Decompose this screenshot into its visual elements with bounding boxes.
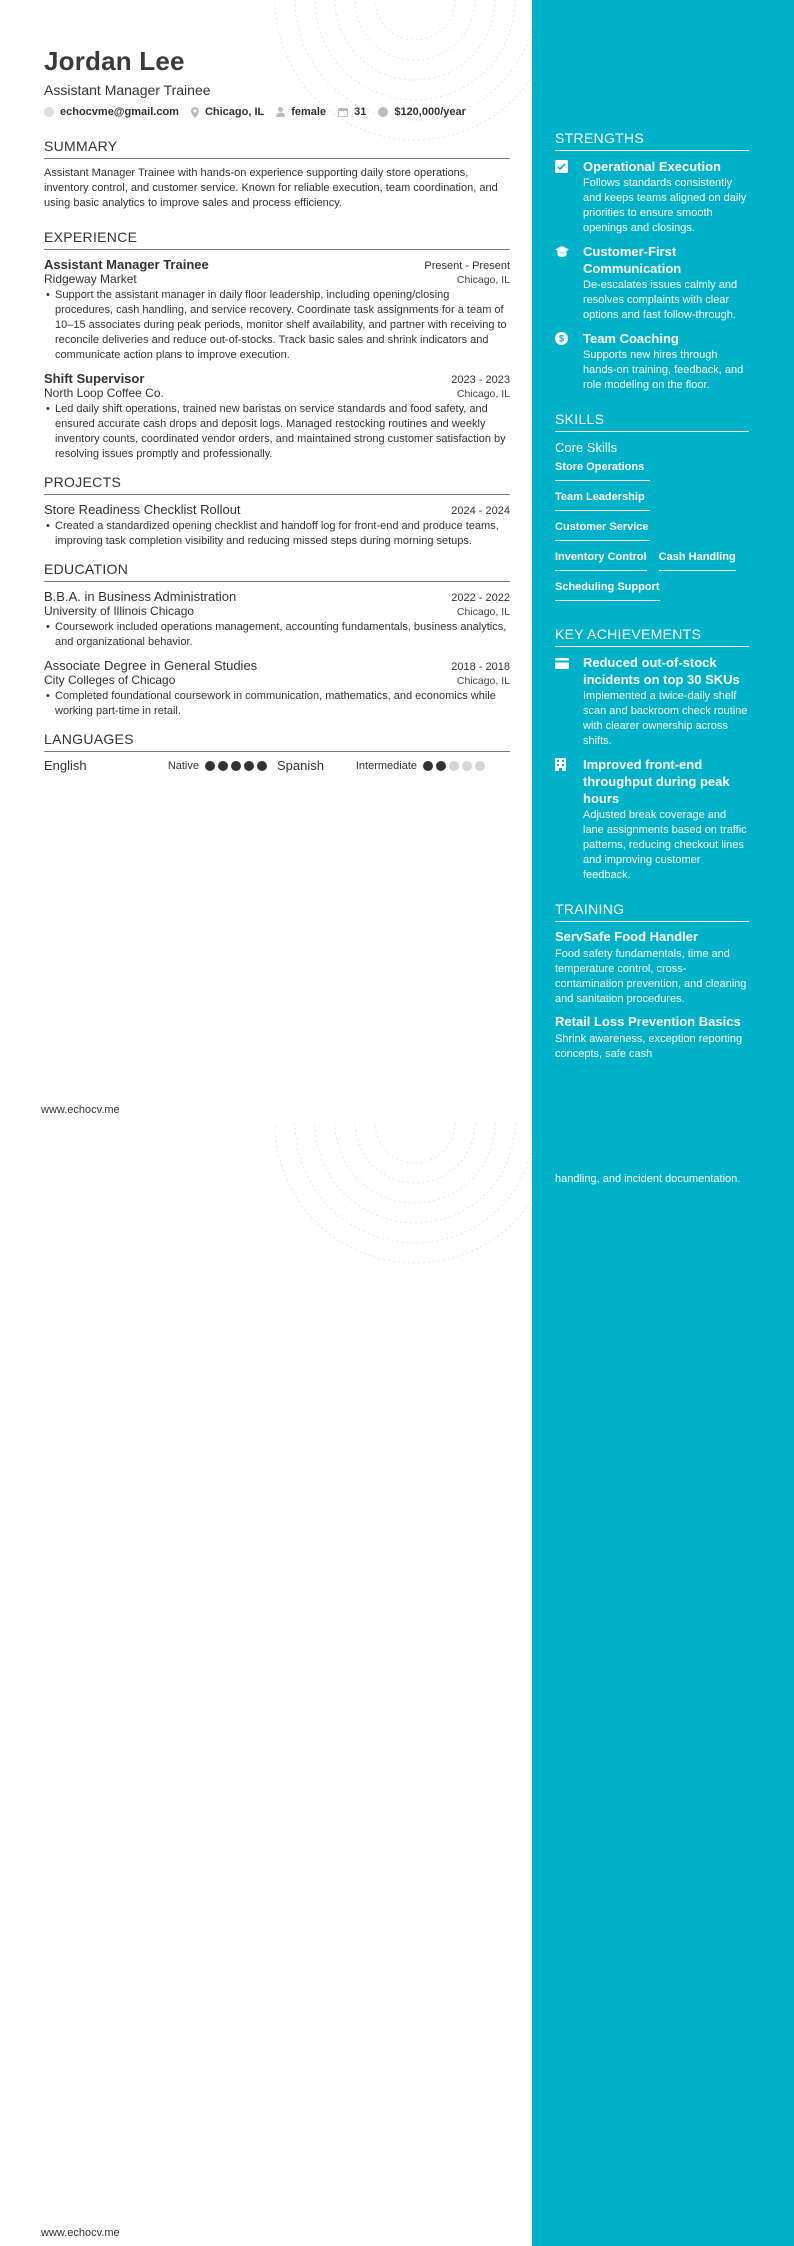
language-item	[44, 758, 277, 773]
job-title: Shift Supervisor	[44, 371, 145, 386]
language-level: Intermediate	[355, 759, 417, 772]
school-location: Chicago, IL	[456, 675, 510, 687]
strength-title: Team Coaching	[583, 331, 679, 346]
achievement-text: Implemented a twice-daily shelf scan and backroom check routine with clearer ownership across shifts.	[583, 690, 748, 747]
training-title: ServSafe Food Handler	[555, 929, 699, 944]
degree-description: Coursework included operations management, accounting fundamentals, business analytics, and organizational behavior.	[55, 621, 507, 648]
contact-row	[44, 106, 510, 118]
language-level: Native	[167, 759, 199, 772]
skill-tag: Store Operations	[555, 458, 650, 481]
rating-dot	[475, 761, 485, 771]
location-text: Chicago, IL	[204, 106, 265, 118]
education-entry	[44, 658, 510, 719]
bullet-marker: •	[46, 289, 50, 301]
experience-section	[44, 229, 510, 462]
bullet-marker: •	[46, 621, 50, 633]
svg-text:$: $	[558, 333, 565, 344]
experience-heading: EXPERIENCE	[44, 229, 510, 250]
decorative-rings	[255, 1123, 555, 1273]
sidebar-column	[555, 130, 749, 1080]
project-description: Created a standardized opening checklist and handoff log for front-end and produce teams, improving task completion visibility and reducing missed steps during morning setups.	[55, 520, 499, 547]
card-icon	[555, 658, 569, 669]
languages-section	[44, 731, 510, 773]
strength-text: Supports new hires through hands-on training, feedback, and role modeling on the floor.	[583, 349, 744, 391]
bullet-marker: •	[46, 403, 50, 415]
strength-text: De-escalates issues calmly and resolves complaints with clear options and fast follow-through.	[583, 279, 738, 321]
footer-link[interactable]: www.echocv.me	[41, 2227, 120, 2239]
achievement-item	[555, 756, 749, 883]
rating-dot	[205, 761, 215, 771]
main-column	[44, 46, 510, 773]
checklist-icon	[555, 160, 568, 173]
project-entry	[44, 502, 510, 549]
degree-description: Completed foundational coursework in communication, mathematics, and economics while working part-time in retail.	[55, 690, 496, 717]
degree-title: Associate Degree in General Studies	[44, 658, 258, 673]
achievement-text: Adjusted break coverage and lane assignments based on traffic patterns, reducing checkout lines and improving customer feedback.	[583, 809, 747, 881]
language-rating	[205, 761, 270, 771]
training-item	[555, 929, 749, 1007]
strength-text: Follows standards consistently and keeps teams aligned on daily priorities to ensure smooth openings and closings.	[583, 177, 747, 234]
resume-page-2	[0, 1123, 794, 2246]
rating-dot	[244, 761, 254, 771]
candidate-name: Jordan Lee	[44, 46, 185, 76]
skills-category: Core Skills	[555, 440, 618, 455]
bullet-marker: •	[46, 520, 50, 532]
building-icon	[555, 758, 566, 771]
languages-heading: LANGUAGES	[44, 731, 510, 752]
summary-heading: SUMMARY	[44, 138, 510, 159]
skill-tag: Scheduling Support	[555, 578, 660, 601]
training-item	[555, 1014, 749, 1062]
strength-title: Operational Execution	[583, 159, 721, 174]
strength-title: Customer-First Communication	[583, 244, 682, 276]
strength-item	[555, 158, 749, 236]
training-section	[555, 901, 749, 1062]
sidebar-column-continued	[555, 1169, 749, 1187]
person-icon	[276, 107, 285, 117]
skill-tag: Cash Handling	[659, 548, 736, 571]
rating-dot	[231, 761, 241, 771]
achievement-item	[555, 654, 749, 749]
rating-dot	[218, 761, 228, 771]
strength-item	[555, 330, 749, 393]
skills-heading: SKILLS	[555, 411, 749, 432]
project-dates: 2024 - 2024	[451, 505, 510, 517]
language-name: Spanish	[277, 758, 324, 773]
skill-tag: Team Leadership	[555, 488, 650, 511]
training-text: Food safety fundamentals, time and temperature control, cross-contamination prevention, and cleaning and sanitation procedures.	[555, 948, 747, 1005]
contact-gender	[276, 106, 326, 118]
gender-text: female	[291, 106, 327, 118]
skill-tag: Inventory Control	[555, 548, 647, 571]
projects-heading: PROJECTS	[44, 474, 510, 495]
achievement-title: Improved front-end throughput during peak hours	[583, 757, 730, 806]
experience-entry	[44, 371, 510, 462]
job-location: Chicago, IL	[456, 388, 510, 400]
school-name: City Colleges of Chicago	[44, 673, 176, 687]
rating-dot	[423, 761, 433, 771]
school-location: Chicago, IL	[456, 606, 510, 618]
degree-dates: 2018 - 2018	[451, 661, 510, 673]
job-company: Ridgeway Market	[44, 272, 137, 286]
rating-dot	[436, 761, 446, 771]
project-title: Store Readiness Checklist Rollout	[44, 502, 241, 517]
salary-text: $120,000/year	[394, 106, 466, 118]
strength-item	[555, 243, 749, 323]
job-description: Support the assistant manager in daily floor leadership, including opening/closing procedures, cash handling, and service recovery. Coordinate task assignments for a team of 10–15 associates during peak periods, monitor shelf availability, and partner with receiving to reconcile deliveries and reduce out-of-stocks. Track basic sales and shrink indicators and communicate action plans to improve execution.	[55, 289, 507, 361]
education-section	[44, 561, 510, 719]
degree-title: B.B.A. in Business Administration	[44, 589, 237, 604]
summary-text: Assistant Manager Trainee with hands-on experience supporting daily store operations, inventory control, and customer service. Known for reliable execution, team coordination, and using basic analytics to improve sales and process efficiency.	[44, 167, 498, 209]
training-text-continued: handling, and incident documentation.	[555, 1173, 741, 1185]
candidate-role: Assistant Manager Trainee	[44, 82, 211, 98]
skills-section	[555, 411, 749, 608]
job-title: Assistant Manager Trainee	[44, 257, 209, 272]
experience-entry	[44, 257, 510, 363]
skill-tag: Customer Service	[555, 518, 650, 541]
contact-email[interactable]	[44, 106, 179, 118]
contact-age	[338, 106, 366, 118]
email-icon	[44, 107, 54, 117]
school-name: University of Illinois Chicago	[44, 604, 195, 618]
job-description: Led daily shift operations, trained new baristas on service standards and food safety, and ensured accurate cash drops and deposit logs. Managed restocking routines and weekly inventory counts, coordinated vendor orders, and maintained strong customer satisfaction by resolving issues promptly and professionally.	[55, 403, 506, 460]
language-item	[277, 758, 510, 773]
education-heading: EDUCATION	[44, 561, 510, 582]
contact-location	[191, 106, 264, 118]
achievements-heading: KEY ACHIEVEMENTS	[555, 626, 749, 647]
rating-dot	[462, 761, 472, 771]
footer-link[interactable]: www.echocv.me	[41, 1104, 120, 1116]
achievements-section	[555, 626, 749, 883]
contact-salary	[378, 106, 466, 118]
email-text: echocvme@gmail.com	[60, 106, 179, 118]
training-heading: TRAINING	[555, 901, 749, 922]
job-location: Chicago, IL	[456, 274, 510, 286]
calendar-icon	[338, 107, 348, 117]
summary-section	[44, 138, 510, 211]
projects-section	[44, 474, 510, 549]
achievement-title: Reduced out-of-stock incidents on top 30 SKUs	[583, 655, 740, 687]
language-rating	[423, 761, 488, 771]
strengths-heading: STRENGTHS	[555, 130, 749, 151]
rating-dot	[257, 761, 267, 771]
strengths-section	[555, 130, 749, 393]
bullet-marker: •	[46, 690, 50, 702]
job-dates: 2023 - 2023	[451, 374, 510, 386]
job-company: North Loop Coffee Co.	[44, 386, 164, 400]
training-text: Shrink awareness, exception reporting concepts, safe cash	[555, 1033, 743, 1060]
skills-list	[555, 458, 749, 608]
training-title: Retail Loss Prevention Basics	[555, 1014, 741, 1029]
dollar-coin-icon	[555, 332, 568, 345]
graduation-cap-icon	[555, 246, 569, 258]
degree-dates: 2022 - 2022	[451, 592, 510, 604]
sidebar-background	[532, 1123, 794, 2246]
education-entry	[44, 589, 510, 650]
rating-dot	[449, 761, 459, 771]
job-dates: Present - Present	[424, 260, 510, 272]
language-name: English	[44, 758, 87, 773]
age-text: 31	[354, 106, 367, 118]
location-pin-icon	[191, 107, 199, 118]
coin-icon	[378, 107, 388, 117]
